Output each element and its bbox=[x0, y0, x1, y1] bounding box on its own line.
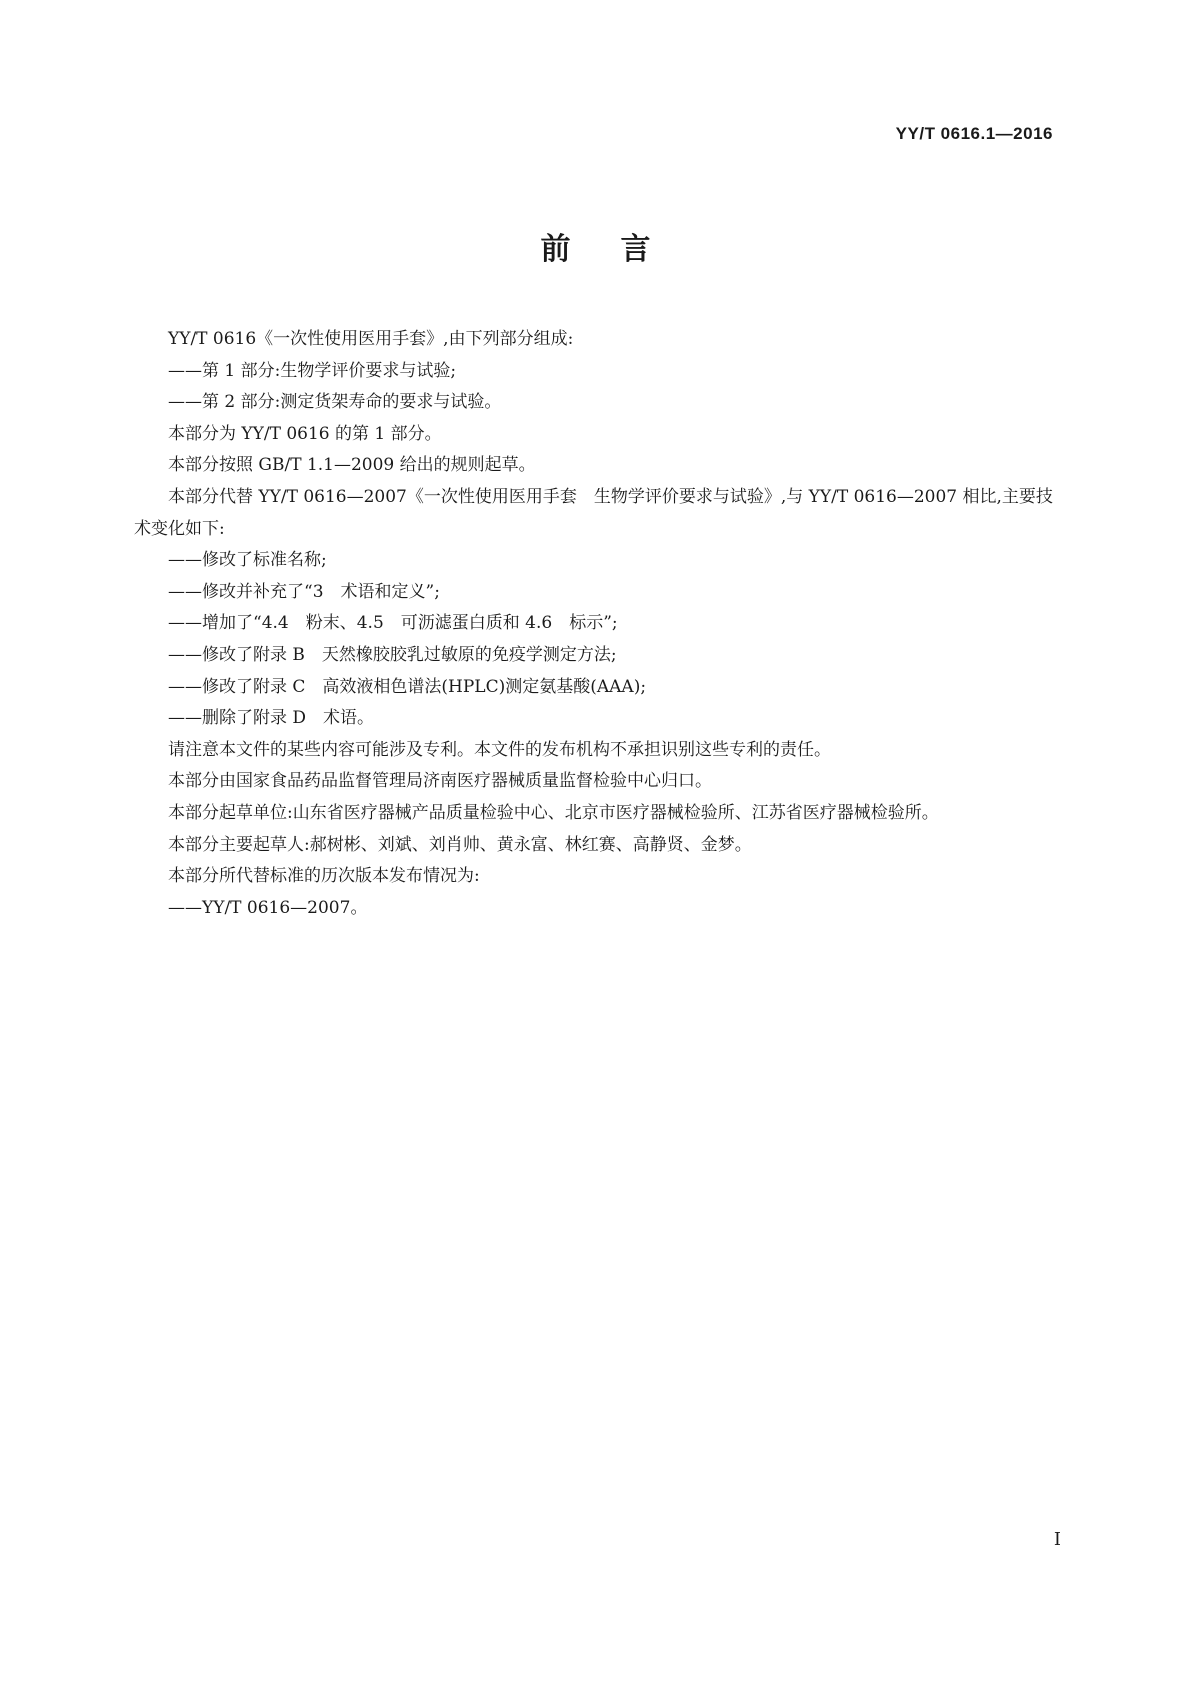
paragraph-history: 本部分所代替标准的历次版本发布情况为: bbox=[168, 866, 480, 887]
list-item-change-1: ——修改了标准名称; bbox=[168, 550, 327, 571]
page-number: I bbox=[1053, 1529, 1061, 1550]
page-title: 前言 bbox=[540, 232, 701, 267]
document-code: YY/T 0616.1—2016 bbox=[895, 124, 1053, 143]
paragraph-part-statement: 本部分为 YY/T 0616 的第 1 部分。 bbox=[168, 423, 442, 444]
list-item-part-2: ——第 2 部分:测定货架寿命的要求与试验。 bbox=[168, 392, 502, 413]
list-item-change-6: ——删除了附录 D 术语。 bbox=[168, 708, 375, 729]
paragraph-drafters: 本部分主要起草人:郝树彬、刘斌、刘肖帅、黄永富、林红赛、高静贤、金梦。 bbox=[168, 834, 752, 855]
paragraph-drafting-rules: 本部分按照 GB/T 1.1—2009 给出的规则起草。 bbox=[168, 455, 536, 476]
list-item-change-4: ——修改了附录 B 天然橡胶胶乳过敏原的免疫学测定方法; bbox=[168, 644, 617, 665]
paragraph-replaces: 本部分代替 YY/T 0616—2007《一次性使用医用手套 生物学评价要求与试验》,与 YY/T 0616—2007 相比,主要技术变化如下: bbox=[134, 486, 1053, 539]
paragraph-responsible-body: 本部分由国家食品药品监督管理局济南医疗器械质量监督检验中心归口。 bbox=[168, 771, 712, 792]
list-item-change-5: ——修改了附录 C 高效液相色谱法(HPLC)测定氨基酸(AAA); bbox=[168, 676, 647, 697]
paragraph-drafting-units: 本部分起草单位:山东省医疗器械产品质量检验中心、北京市医疗器械检验所、江苏省医疗器械检验所。 bbox=[168, 802, 939, 823]
paragraph-intro: YY/T 0616《一次性使用医用手套》,由下列部分组成: bbox=[168, 329, 574, 349]
foreword-body bbox=[134, 324, 1056, 924]
list-item-change-3: ——增加了“4.4 粉末、4.5 可沥滤蛋白质和 4.6 标示”; bbox=[168, 613, 618, 634]
list-item-history-1: ——YY/T 0616—2007。 bbox=[168, 897, 368, 918]
paragraph-patent-notice: 请注意本文件的某些内容可能涉及专利。本文件的发布机构不承担识别这些专利的责任。 bbox=[168, 739, 831, 760]
list-item-change-2: ——修改并补充了“3 术语和定义”; bbox=[168, 581, 440, 602]
list-item-part-1: ——第 1 部分:生物学评价要求与试验; bbox=[168, 360, 457, 381]
